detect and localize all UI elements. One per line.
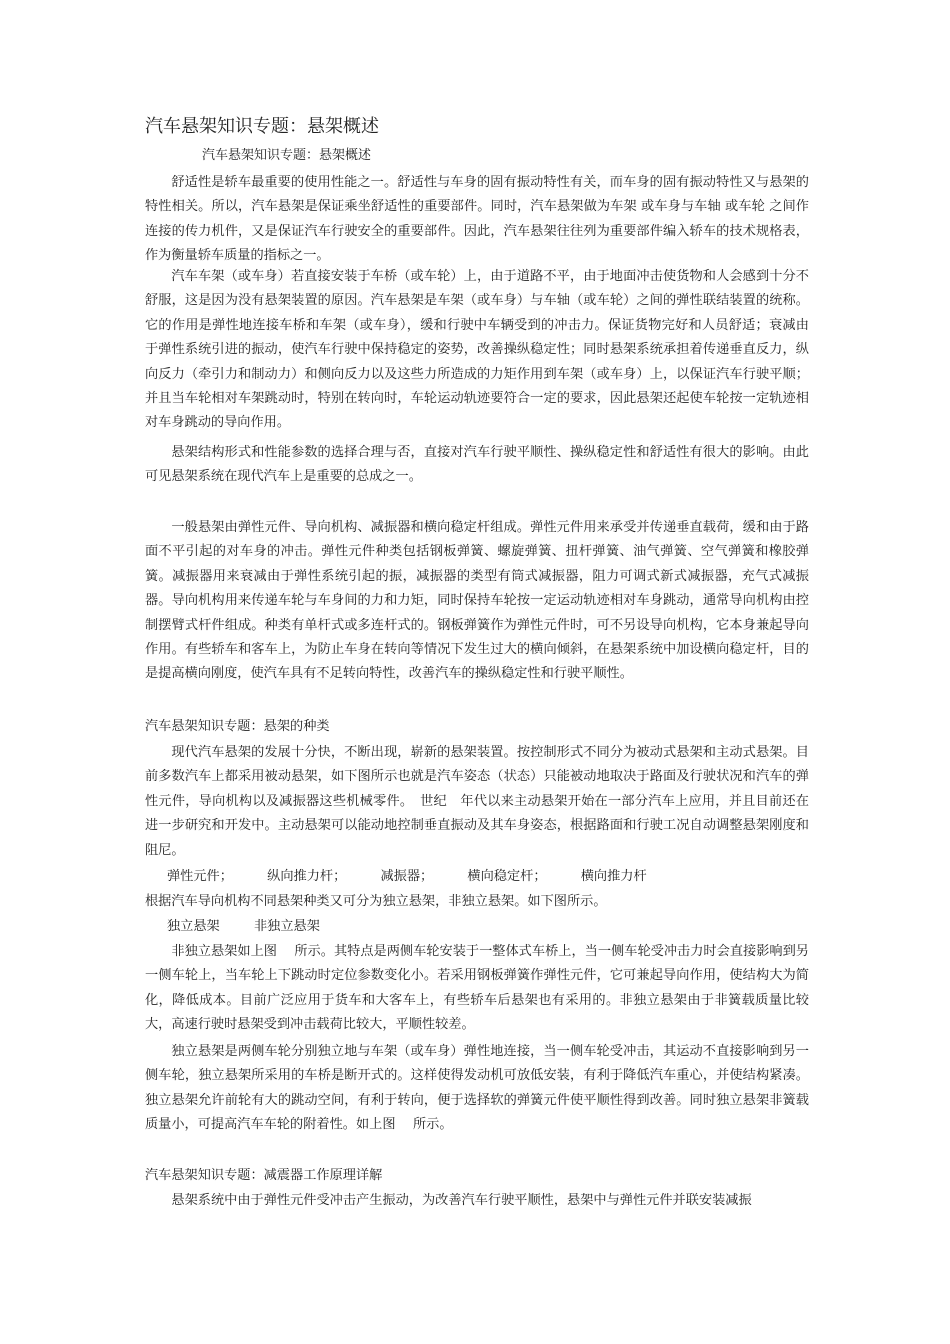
paragraph-dependent: 非独立悬架如上图 所示。其特点是两侧车轮安装于一整体式车桥上，当一侧车轮受冲击力时会直接影响到另一侧车轮上，当车轮上下跳动时定位参数变化小。若采用钢板弹簧作弹性元件，它可兼起导向作用，使结构大为简化，降低成本。目前广泛应用于货车和大客车上，有些轿车后悬架也有采用的。非独立悬架由于非簧载质量比较大，高速行驶时悬架受到冲击载荷比较大，平顺性较差。 — [145, 944, 809, 1033]
section-heading-damper: 汽车悬架知识专题：减震器工作原理详解 — [145, 1168, 383, 1183]
paragraph-types: 现代汽车悬架的发展十分快，不断出现，崭新的悬架装置。按控制形式不同分为被动式悬架和主动式悬架。目前多数汽车上都采用被动悬架，如下图所示也就是汽车姿态（状态）只能被动地取决于路面及行驶状况和汽车的弹性元件，导向机构以及减振器这些机械零件。 世纪 年代以来主动悬架开始在一部分汽车上应用，并且目前还在进一步研究和开发中。主动悬架可以能动地控制垂直振动及其车身姿态，根据路面和行驶工况自动调整悬架刚度和阻尼。 — [145, 745, 809, 858]
paragraph-components: 一般悬架由弹性元件、导向机构、减振器和横向稳定杆组成。弹性元件用来承受并传递垂直载荷，缓和由于路面不平引起的对车身的冲击。弹性元件种类包括钢板弹簧、螺旋弹簧、扭杆弹簧、油气弹簧、空气弹簧和橡胶弹簧。减振器用来衰减由于弹性系统引起的振，减振器的类型有筒式减振器，阻力可调式新式减振器，充气式减振器。导向机构用来传递车轮与车身间的力和力矩，同时保持车轮按一定运动轨迹相对车身跳动，通常导向机构由控制摆臂式杆件组成。种类有单杆式或多连杆式的。钢板弹簧作为弹性元件时，可不另设导向机构，它本身兼起导向作用。有些轿车和客车上，为防止车身在转向等情况下发生过大的横向倾斜，在悬架系统中加设横向稳定杆，目的是提高横向刚度，使汽车具有不足转向特性，改善汽车的操纵稳定性和行驶平顺性。 — [145, 520, 809, 682]
label-damper: 减振器； — [380, 869, 434, 884]
label-independent: 独立悬架 — [167, 919, 220, 934]
label-dependent: 非独立悬架 — [253, 919, 320, 934]
figure-caption-row — [167, 915, 350, 939]
paragraph-structure: 悬架结构形式和性能参数的选择合理与否，直接对汽车行驶平顺性、操纵稳定性和舒适性有很大的影响。由此可见悬架系统在现代汽车上是重要的总成之一。 — [145, 445, 809, 485]
document-title: 汽车悬架知识专题：悬架概述 — [145, 116, 379, 137]
label-elastic: 弹性元件； — [167, 869, 233, 884]
paragraph-independent: 独立悬架是两侧车轮分别独立地与车架（或车身）弹性地连接，当一侧车轮受冲击，其运动不直接影响到另一侧车轮，独立悬架所采用的车桥是断开式的。这样使得发动机可放低安装，有利于降低汽车重心，并使结构紧凑。独立悬架允许前轮有大的跳动空间，有利于转向，便于选择软的弹簧元件使平顺性得到改善。同时独立悬架非簧载质量小，可提高汽车车轮的附着性。如上图 所示。 — [145, 1044, 809, 1133]
section-heading-types: 汽车悬架知识专题：悬架的种类 — [145, 719, 330, 734]
line-guide-types: 根据汽车导向机构不同悬架种类又可分为独立悬架，非独立悬架。如下图所示。 — [145, 894, 607, 909]
document-subtitle: 汽车悬架知识专题：悬架概述 — [202, 148, 372, 163]
paragraph-damper: 悬架系统中由于弹性元件受冲击产生振动，为改善汽车行驶平顺性，悬架中与弹性元件并联安装减振 — [171, 1193, 752, 1208]
figure-labels-row — [167, 865, 677, 889]
paragraph-comfort: 舒适性是轿车最重要的使用性能之一。舒适性与车身的固有振动特性有关，而车身的固有振动特性又与悬架的特性相关。所以，汽车悬架是保证乘坐舒适性的重要部件。同时，汽车悬架做为车架 或车身与车轴 或车轮 之间作连接的传力机件，又是保证汽车行驶安全的重要部件。因此，汽车悬架往往列为重要部件编入轿车的技术规格表，作为衡量轿车质量的指标之一。 — [145, 175, 809, 264]
label-longitudinal-rod: 纵向推力杆； — [267, 869, 347, 884]
paragraph-frame: 汽车车架（或车身）若直接安装于车桥（或车轮）上，由于道路不平，由于地面冲击使货物和人会感到十分不舒服，这是因为没有悬架装置的原因。汽车悬架是车架（或车身）与车轴（或车轮）之间的弹性联结装置的统称。它的作用是弹性地连接车桥和车架（或车身），缓和行驶中车辆受到的冲击力。保证货物完好和人员舒适；衰减由于弹性系统引进的振动，使汽车行驶中保持稳定的姿势，改善操纵稳定性；同时悬架系统承担着传递垂直反力，纵向反力（牵引力和制动力）和侧向反力以及这些力所造成的力矩作用到车架（或车身）上，以保证汽车行驶平顺；并且当车轮相对车架跳动时，特别在转向时，车轮运动轨迹要符合一定的要求，因此悬架还起使车轮按一定轨迹相对车身跳动的导向作用。 — [145, 269, 809, 431]
label-stabilizer: 横向稳定杆； — [467, 869, 547, 884]
label-lateral-rod: 横向推力杆 — [580, 869, 647, 884]
